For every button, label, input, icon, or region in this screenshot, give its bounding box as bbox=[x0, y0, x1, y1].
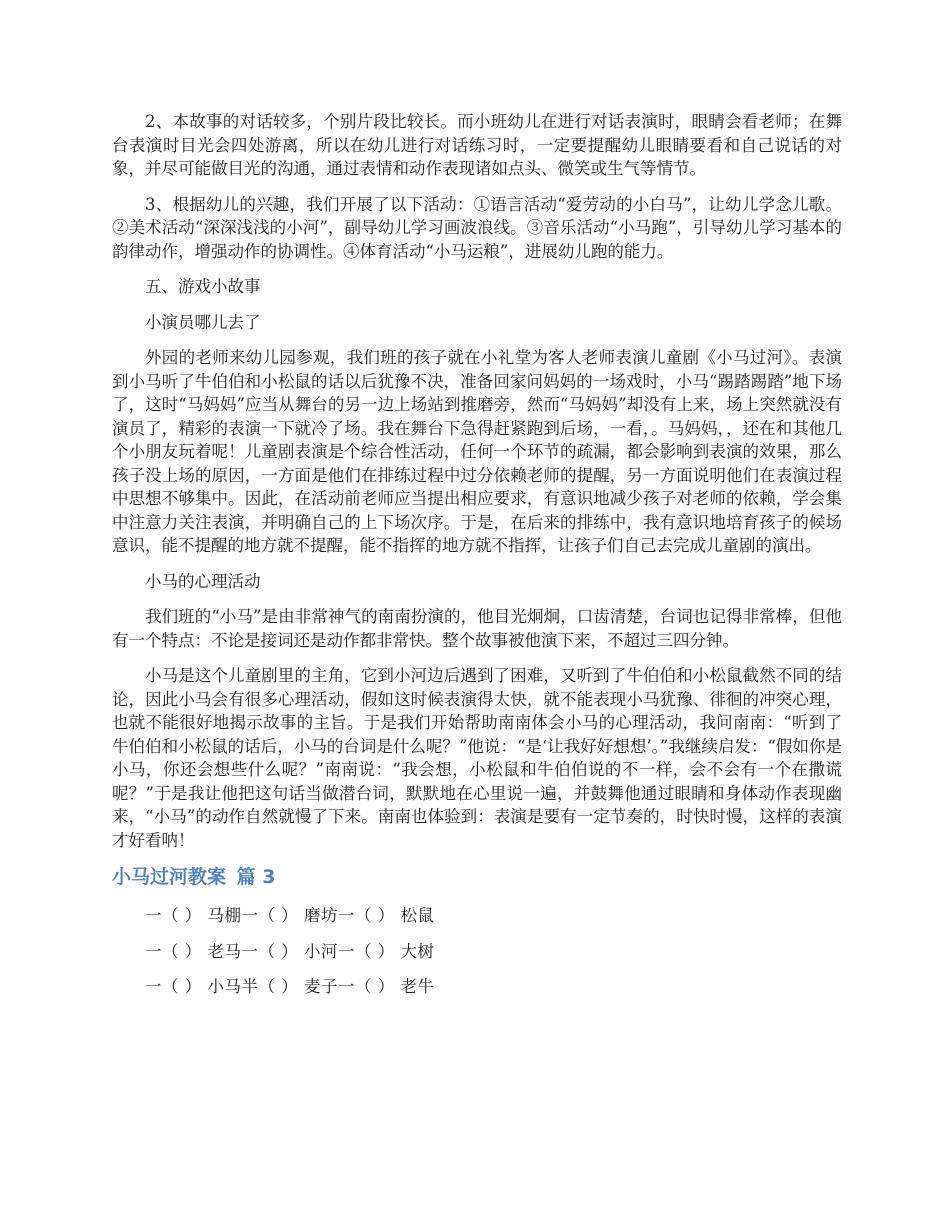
paragraph-dialogue-tips: 2、本故事的对话较多，个别片段比较长。而小班幼儿在进行对话表演时，眼睛会看老师；在舞台表演时目光会四处游离，所以在幼儿进行对话练习时，一定要提醒幼儿眼睛要看和自己说话的对象，并尽可能做目光的沟通，通过表情和动作表现诸如点头、微笑或生气等情节。 bbox=[112, 112, 842, 178]
subheading-missing-actor: 小演员哪儿去了 bbox=[145, 312, 261, 332]
subheading-pony-mind: 小马的心理活动 bbox=[145, 571, 261, 591]
fill-line-2: 一（ ） 老马一（ ） 小河一（ ） 大树 bbox=[145, 941, 435, 961]
document-body bbox=[112, 110, 842, 1011]
paragraph-nannan-intro: 我们班的“小马”是由非常神气的南南扮演的，他目光炯炯，口齿清楚，台词也记得非常棒，但他有一个特点：不论是接词还是动作都非常快。整个故事被他演下来，不超过三四分钟。 bbox=[112, 607, 842, 650]
section-title: 小马过河教案 bbox=[112, 866, 227, 888]
fill-line-3: 一（ ） 小马半（ ） 麦子一（ ） 老牛 bbox=[145, 977, 435, 996]
subheading-game-story: 五、游戏小故事 bbox=[145, 277, 261, 296]
paragraph-missing-actor: 外园的老师来幼儿园参观，我们班的孩子就在小礼堂为客人老师表演儿童剧《小马过河》。表演到小马听了牛伯伯和小松鼠的话以后犹豫不决，准备回家问妈妈的一场戏时，小马“踢踏踢踏”地下场了，这时“马妈妈”应当从舞台的另一边上场站到推磨旁，然而“马妈妈”却没有上来，场上突然就没有演员了，精彩的表演一下就冷了场。我在舞台下急得赶紧跑到后场，一看，。马妈妈，，还在和其他几个小朋友玩着呢！儿童剧表演是个综合性活动，任何一个环节的疏漏，都会影响到表演的效果，那么孩子没上场的原因，一方面是他们在排练过程中过分依赖老师的提醒，另一方面说明他们在表演过程中思想不够集中。因此，在活动前老师应当提出相应要求，有意识地减少孩子对老师的依赖，学会集中注意力关注表演，并明确自己的上下场次序。于是，在后来的排练中，我有意识地培育孩子的候场意识，能不提醒的地方就不提醒，能不指挥的地方就不指挥，让孩子们自己去完成儿童剧的演出。 bbox=[112, 348, 842, 555]
section-number: 篇 3 bbox=[236, 866, 276, 888]
paragraph-activities: 3、根据幼儿的兴趣，我们开展了以下活动：①语言活动“爱劳动的小白马”，让幼儿学念儿歌。②美术活动“深深浅浅的小河”，副导幼儿学习画波浪线。③音乐活动“小马跑”，引导幼儿学习基本的韵律动作，增强动作的协调性。④体育活动“小马运粮”，进展幼儿跑的能力。 bbox=[112, 194, 842, 261]
fill-line-1: 一（ ） 马棚一（ ） 磨坊一（ ） 松鼠 bbox=[145, 906, 435, 925]
paragraph-nannan-guidance: 小马是这个儿童剧里的主角，它到小河边后遇到了困难，又听到了牛伯伯和小松鼠截然不同的结论，因此小马会有很多心理活动，假如这时候表演得太快，就不能表现小马犹豫、徘徊的冲突心理，也就不能很好地揭示故事的主旨。于是我们开始帮助南南体会小马的心理活动，我问南南：“听到了牛伯伯和小松鼠的话后，小马的台词是什么呢？”他说：“是‘让我好好想想’。”我继续启发：“假如你是小马，你还会想些什么呢？”南南说：“我会想，小松鼠和牛伯伯说的不一样，会不会有一个在撒谎呢？”于是我让他把这句话当做潜台词，默默地在心里说一遍，并鼓舞他通过眼睛和身体动作表现幽来，“小马”的动作自然就慢了下来。南南也体验到：表演是要有一定节奏的，时快时慢，这样的表演才好看呐！ bbox=[112, 666, 842, 850]
section-heading bbox=[112, 864, 842, 890]
